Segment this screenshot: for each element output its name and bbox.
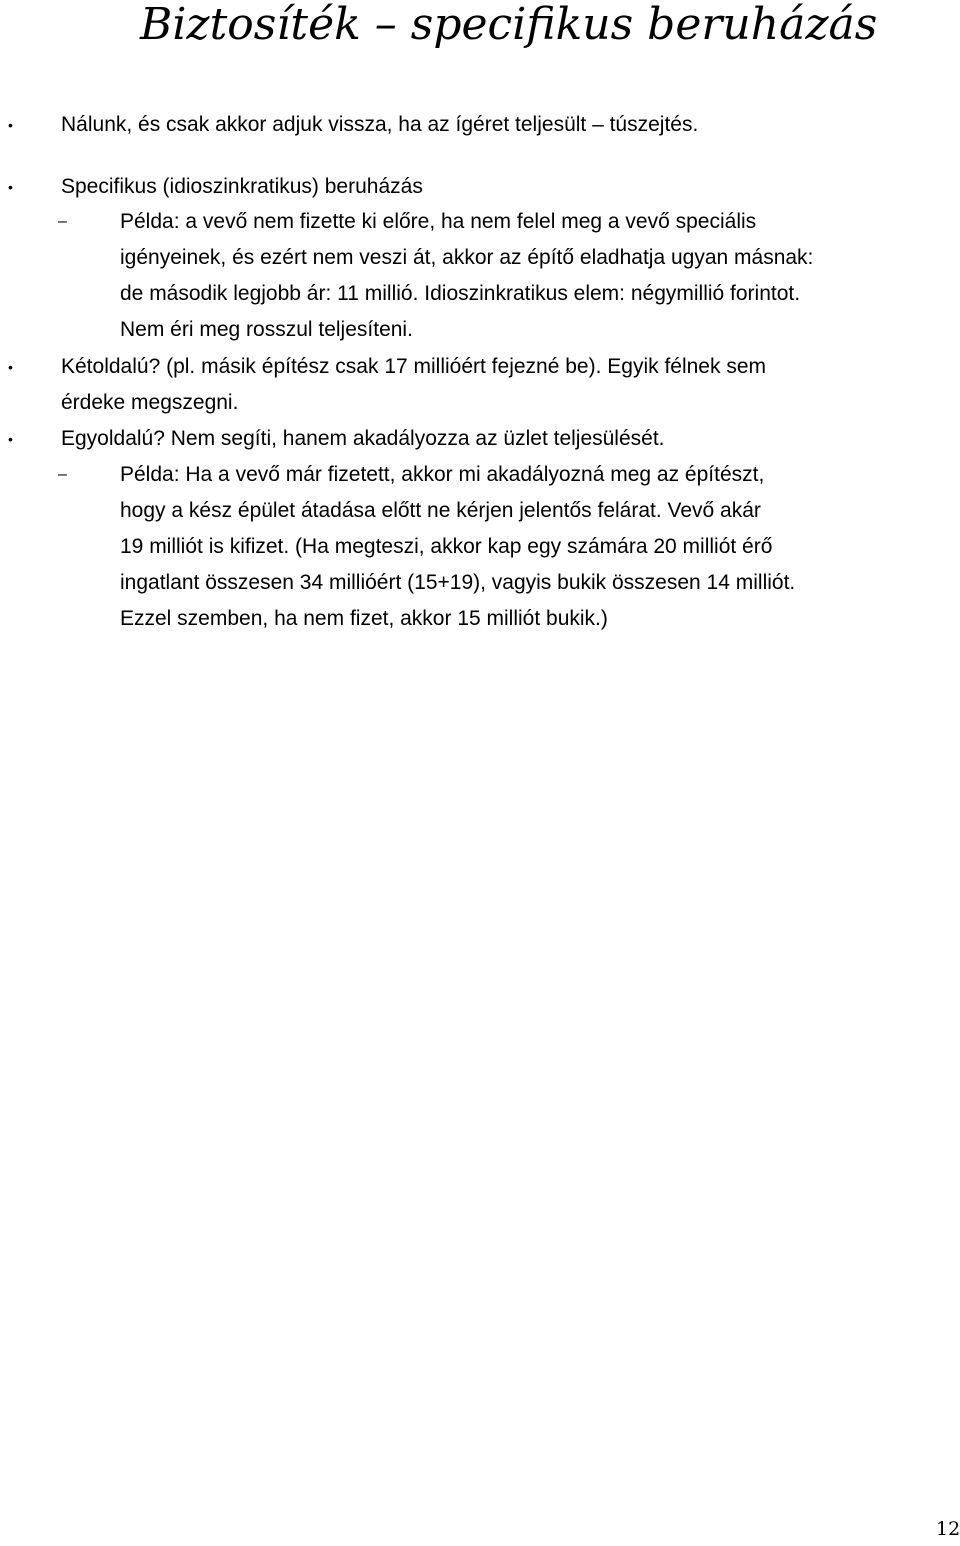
sub-item [58, 457, 796, 637]
bullet-text-line: Kétoldalú? (pl. másik építész csak 17 millióért fejezné be). Egyik félnek sem [61, 355, 766, 378]
sub-item-text-line: igényeinek, és ezért nem veszi át, akkor az építő eladhatja ugyan másnak: [120, 246, 814, 269]
sub-item-text-line: hogy a kész épület átadása előtt ne kérjen jelentős felárat. Vevő akár [120, 499, 761, 522]
bullet-item [8, 107, 699, 143]
bullet-icon: • [8, 179, 13, 195]
bullet-text: Specifikus (idioszinkratikus) beruházás [61, 175, 423, 198]
bullet-item [8, 169, 423, 205]
sub-item-text-line: Példa: Ha a vevő már fizetett, akkor mi akadályozná meg az építészt, [120, 463, 765, 486]
dash-icon: – [58, 466, 67, 483]
slide-title: Biztosíték – specifikus beruházás [140, 0, 878, 50]
sub-item-text-line: 19 milliót is kifizet. (Ha megteszi, akkor kap egy számára 20 milliót érő [120, 535, 773, 558]
bullet-icon: • [8, 359, 13, 375]
bullet-icon: • [8, 117, 13, 133]
bullet-text: Egyoldalú? Nem segíti, hanem akadályozza az üzlet teljesülését. [61, 427, 665, 450]
sub-item-text-line: Nem éri meg rosszul teljesíteni. [120, 318, 413, 341]
bullet-text-line: érdeke megszegni. [61, 391, 239, 414]
dash-icon: – [58, 213, 67, 230]
bullet-item [8, 421, 665, 457]
sub-item-text-line: ingatlant összesen 34 millióért (15+19), vagyis bukik összesen 14 milliót. [120, 571, 796, 594]
bullet-icon: • [8, 431, 13, 447]
sub-item-text-line: Példa: a vevő nem fizette ki előre, ha nem felel meg a vevő speciális [120, 210, 757, 233]
sub-item-text-line: Ezzel szemben, ha nem fizet, akkor 15 milliót bukik.) [120, 607, 608, 630]
sub-item [58, 204, 814, 348]
page-number: 12 [936, 1518, 960, 1540]
bullet-item [8, 349, 766, 421]
sub-item-text-line: de második legjobb ár: 11 millió. Idioszinkratikus elem: négymillió forintot. [120, 282, 801, 305]
bullet-text: Nálunk, és csak akkor adjuk vissza, ha az ígéret teljesült – túszejtés. [61, 113, 699, 136]
